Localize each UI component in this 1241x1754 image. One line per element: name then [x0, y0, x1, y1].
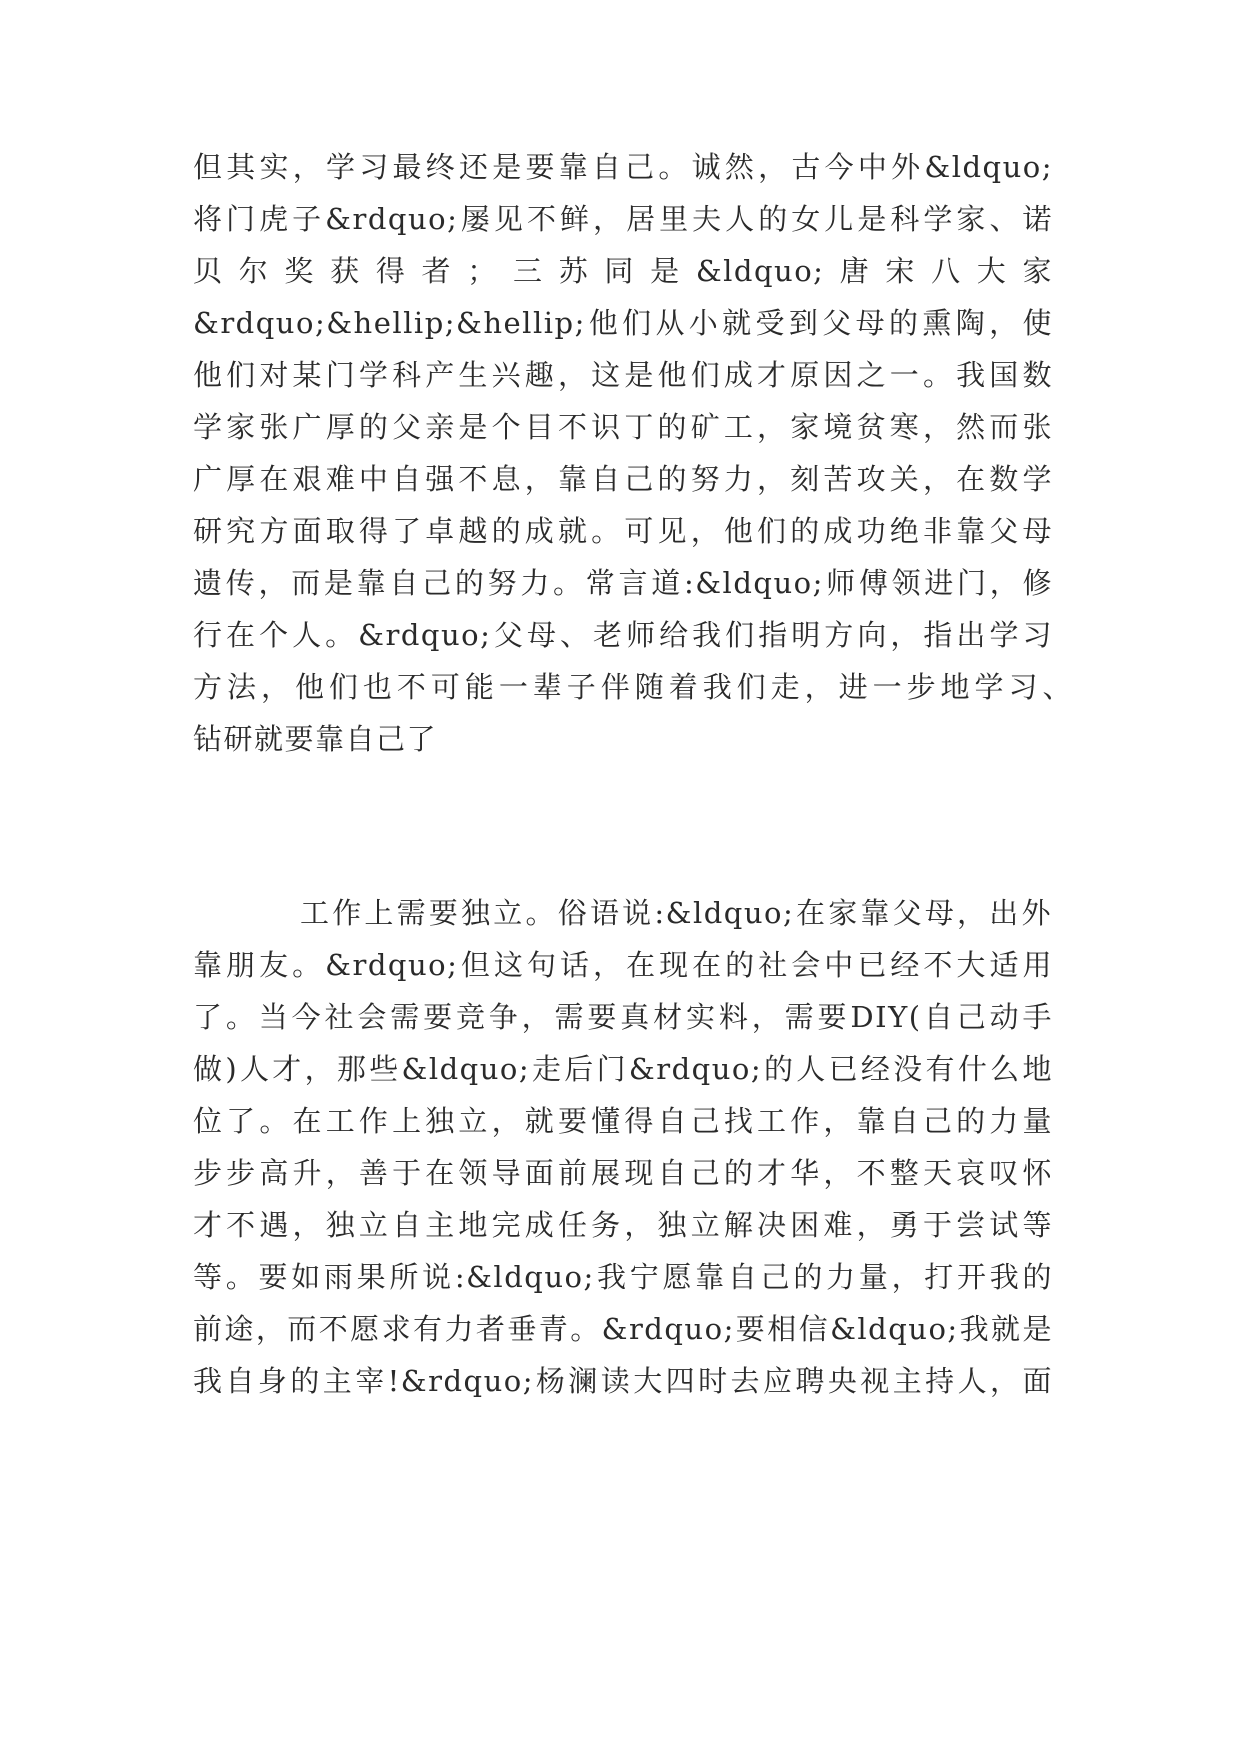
paragraph-line: &rdquo;&hellip;&hellip;他们从小就受到父母的熏陶，使 — [193, 306, 1053, 340]
paragraph-line: 方法，他们也不可能一辈子伴随着我们走，进一步地学习、 — [193, 670, 1073, 704]
paragraph-line: 但其实，学习最终还是要靠自己。诚然，古今中外&ldquo; — [193, 150, 1053, 184]
paragraph-line: 做)人才，那些&ldquo;走后门&rdquo;的人已经没有什么地 — [193, 1052, 1053, 1086]
paragraph-line: 位了。在工作上独立，就要懂得自己找工作，靠自己的力量 — [193, 1104, 1053, 1138]
paragraph-line: 行在个人。&rdquo;父母、老师给我们指明方向，指出学习 — [193, 618, 1053, 652]
paragraph-line: 前途，而不愿求有力者垂青。&rdquo;要相信&ldquo;我就是 — [193, 1312, 1053, 1346]
paragraph-line: 将门虎子&rdquo;屡见不鲜，居里夫人的女儿是科学家、诺 — [193, 202, 1053, 236]
paragraph-line: 才不遇，独立自主地完成任务，独立解决困难，勇于尝试等 — [193, 1208, 1053, 1242]
paragraph-line: 他们对某门学科产生兴趣，这是他们成才原因之一。我国数 — [193, 358, 1053, 392]
paragraph-line: 步步高升，善于在领导面前展现自己的才华，不整天哀叹怀 — [193, 1156, 1053, 1190]
paragraph-line: 我自身的主宰!&rdquo;杨澜读大四时去应聘央视主持人，面 — [193, 1364, 1053, 1398]
paragraph-line: 工作上需要独立。俗语说:&ldquo;在家靠父母，出外 — [300, 896, 1052, 930]
paragraph-line: 遗传，而是靠自己的努力。常言道:&ldquo;师傅领进门，修 — [193, 566, 1053, 600]
paragraph-line: 了。当今社会需要竞争，需要真材实料，需要DIY(自己动手 — [193, 1000, 1053, 1034]
paragraph-line: 贝尔奖获得者；三苏同是&ldquo;唐宋八大家 — [193, 254, 1053, 288]
paragraph-line: 学家张广厚的父亲是个目不识丁的矿工，家境贫寒，然而张 — [193, 410, 1053, 444]
paragraph-line: 广厚在艰难中自强不息，靠自己的努力，刻苦攻关，在数学 — [193, 462, 1053, 496]
paragraph-line: 研究方面取得了卓越的成就。可见，他们的成功绝非靠父母 — [193, 514, 1053, 548]
paragraph-line: 等。要如雨果所说:&ldquo;我宁愿靠自己的力量，打开我的 — [193, 1260, 1053, 1294]
paragraph-line: 钻研就要靠自己了 — [193, 722, 438, 756]
paragraph-line: 靠朋友。&rdquo;但这句话，在现在的社会中已经不大适用 — [193, 948, 1053, 982]
